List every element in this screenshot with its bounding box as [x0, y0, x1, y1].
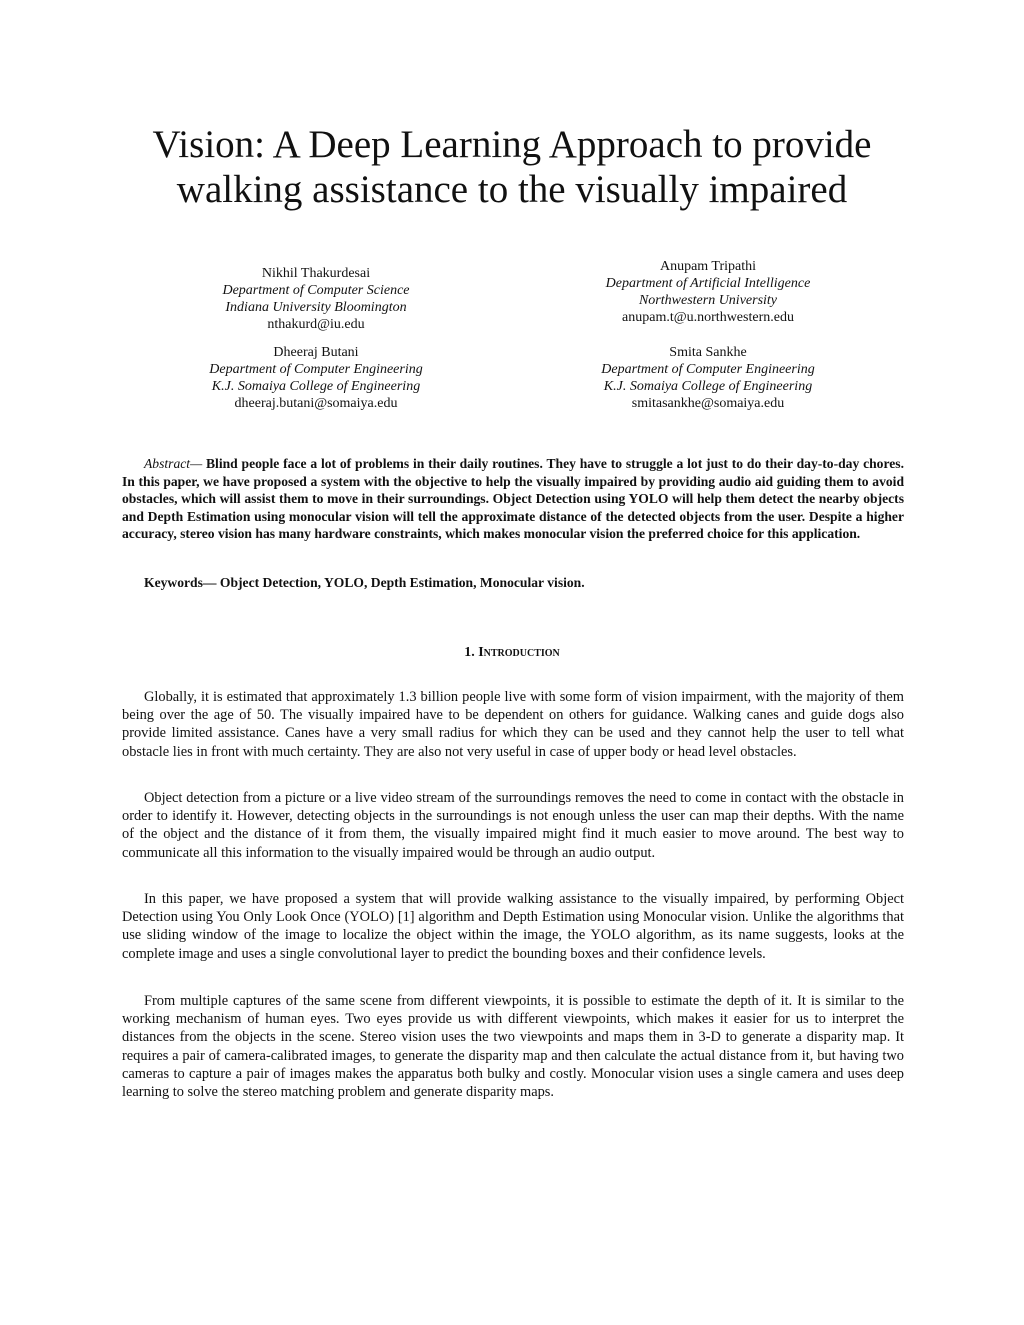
paper-title-line-2: walking assistance to the visually impaired [176, 168, 848, 211]
author-name: Anupam Tripathi [659, 259, 757, 274]
abstract-label: Abstract— [144, 456, 203, 471]
author-block-sankhe [558, 344, 858, 412]
author-name: Smita Sankhe [669, 345, 747, 360]
author-institution: Indiana University Bloomington [225, 300, 407, 315]
body-paragraph: Globally, it is estimated that approximately 1.3 billion people live with some form of vision impairment, with the majority of them being over the age of 50. The visually impaired have to be dependent on others for guidance. Walking canes and guide dogs also provide limited assistance. Canes have a very small radius for which they can be used and they cannot help the user to tell what obstacle lies in front with much certainty. They are also not very useful in case of upper body or head level obstacles. [122, 689, 904, 760]
body-paragraph: Object detection from a picture or a live video stream of the surroundings removes the need to come in contact with the obstacle in order to identify it. However, detecting objects in the surroundings is not enough unless the user can map their depths. With the name of the object and the distance of it from them, the visually impaired might find it much easier to move around. The best way to communicate all this information to the visually impaired would be through an audio output. [122, 790, 904, 861]
section-heading-introduction: 1. Introduction [464, 645, 560, 660]
keywords: Keywords— Object Detection, YOLO, Depth Estimation, Monocular vision. [144, 575, 585, 590]
author-institution: K.J. Somaiya College of Engineering [211, 379, 421, 394]
author-institution: K.J. Somaiya College of Engineering [603, 379, 813, 394]
abstract-text: Blind people face a lot of problems in their daily routines. They have to struggle a lot just to do their day-to-day chores. In this paper, we have proposed a system with the objective to help the visually impaired by providing audio aid guiding them to avoid obstacles, which will assist them to move in their surroundings. Object Detection using YOLO will help them detect the nearby objects and Depth Estimation using monocular vision will tell the approximate distance of the detected objects from the user. Despite a higher accuracy, stereo vision has many hardware constraints, which makes monocular vision the preferred choice for this application. [122, 456, 904, 541]
body-paragraph: In this paper, we have proposed a system that will provide walking assistance to the visually impaired, by performing Object Detection using You Only Look Once (YOLO) [1] algorithm and Depth Estimation using Monocular vision. Unlike the algorithms that use sliding window of the image to localize the object within the image, the YOLO algorithm, as its name suggests, looks at the complete image and uses a single convolutional layer to predict the bounding boxes and their confidence levels. [122, 891, 904, 962]
author-name: Nikhil Thakurdesai [261, 266, 371, 281]
author-email: anupam.t@u.northwestern.edu [622, 310, 794, 325]
paper-title-line-1: Vision: A Deep Learning Approach to provide [152, 123, 872, 166]
abstract [122, 455, 904, 543]
author-block-thakurdesai [166, 265, 466, 333]
author-block-butani [166, 344, 466, 412]
author-email: nthakurd@iu.edu [267, 317, 365, 332]
author-email: dheeraj.butani@somaiya.edu [234, 396, 398, 411]
body-paragraph: From multiple captures of the same scene from different viewpoints, it is possible to estimate the depth of it. It is similar to the working mechanism of human eyes. Two eyes provide us with different viewpoints, which makes it easier for us to interpret the distances from the objects in the scene. Stereo vision uses the two viewpoints and maps them in 3-D to generate a disparity map. It requires a pair of camera-calibrated images, to generate the disparity map and then calculate the actual distance from it, but having two cameras to capture a pair of images makes the apparatus both bulky and costly. Monocular vision uses a single camera and uses deep learning to solve the stereo matching problem and generate disparity maps. [122, 993, 904, 1101]
author-department: Department of Computer Science [222, 283, 410, 298]
author-block-tripathi [558, 258, 858, 326]
author-institution: Northwestern University [638, 293, 778, 308]
author-department: Department of Artificial Intelligence [605, 276, 811, 291]
author-department: Department of Computer Engineering [209, 362, 423, 377]
author-name: Dheeraj Butani [273, 345, 359, 360]
author-email: smitasankhe@somaiya.edu [631, 396, 785, 411]
author-department: Department of Computer Engineering [601, 362, 815, 377]
paper-title [0, 122, 1024, 212]
